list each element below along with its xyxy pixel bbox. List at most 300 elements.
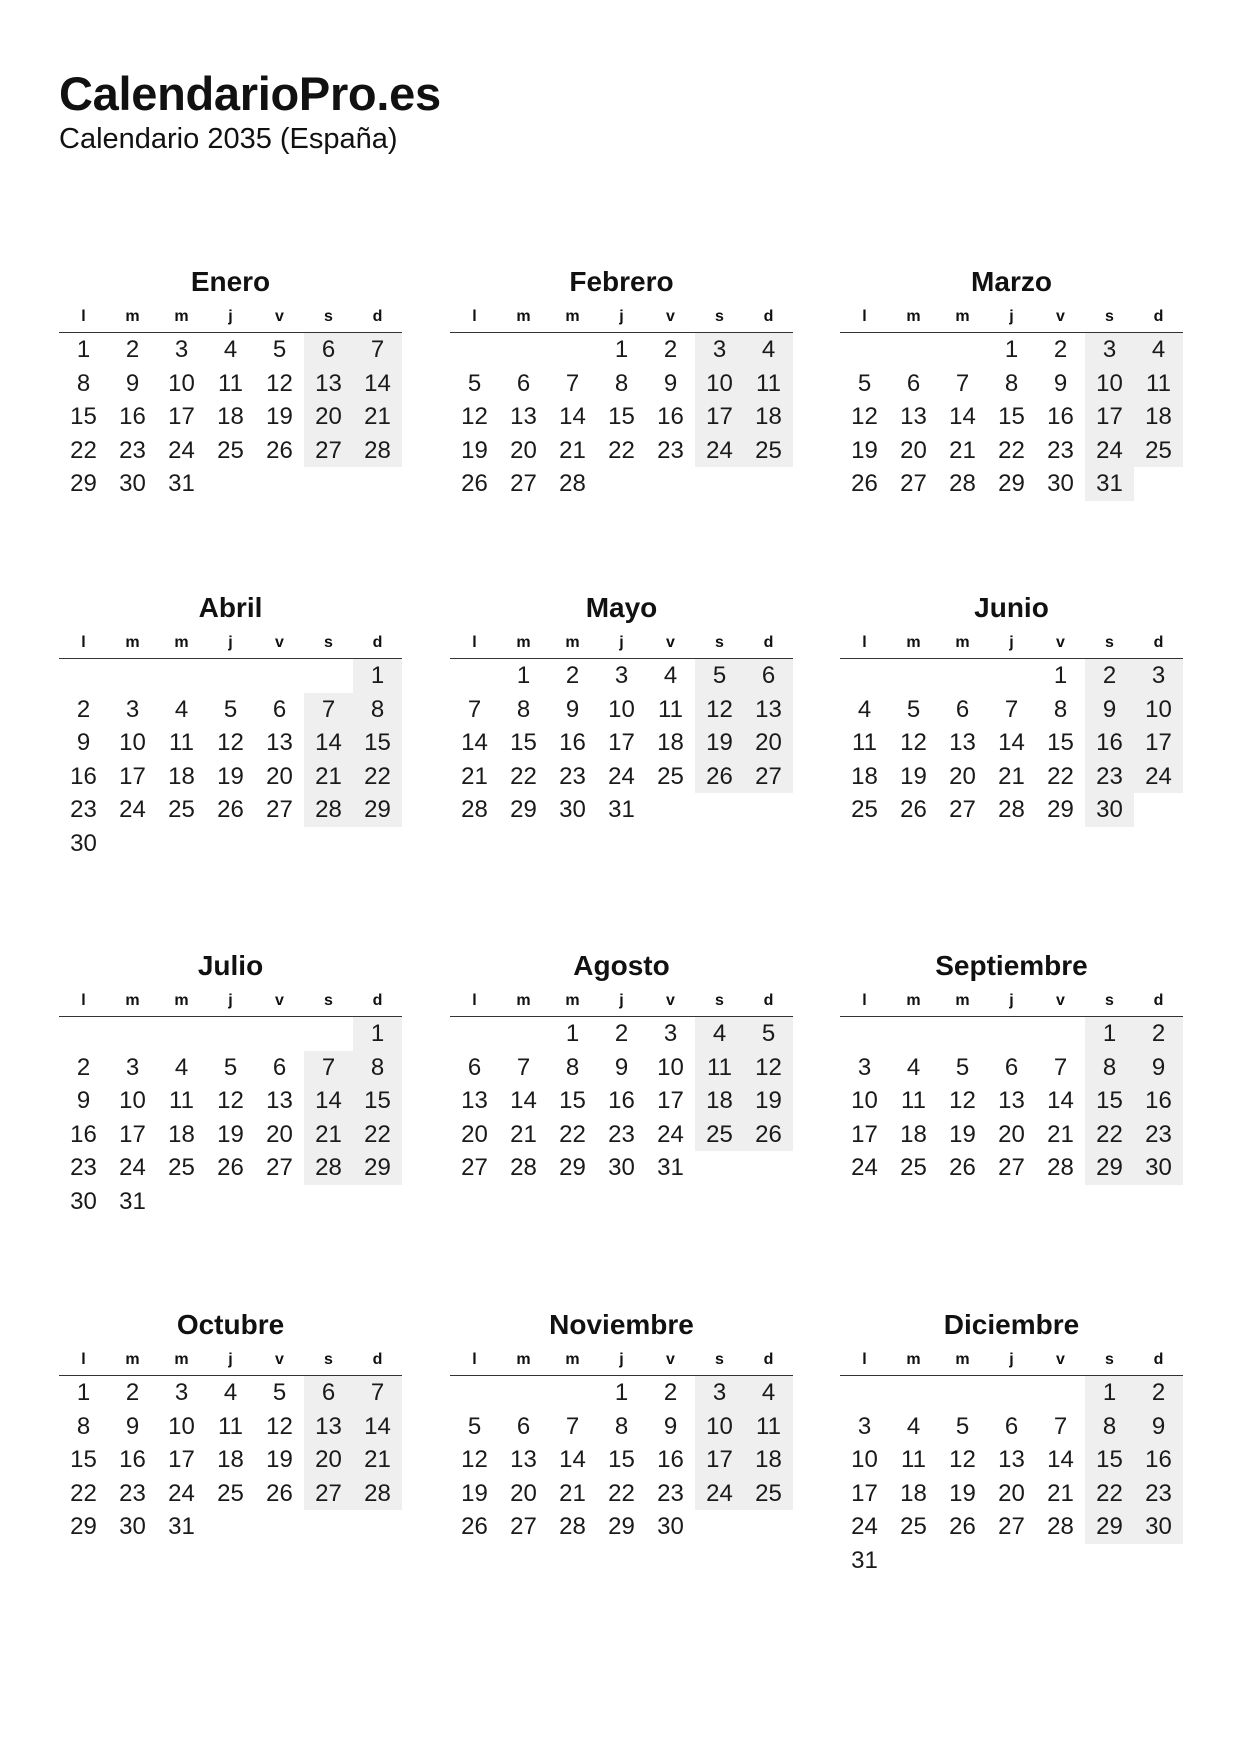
day-cell: 6	[516, 1412, 531, 1440]
empty-cell	[548, 1376, 597, 1410]
day-cell: 23	[70, 1154, 97, 1181]
weekend-day-cell: 21	[353, 1443, 402, 1477]
day-cell: 25	[168, 796, 195, 823]
weekday-label: l	[81, 1351, 86, 1368]
weekday-label: v	[275, 1351, 284, 1368]
day-cell: 22	[608, 436, 635, 464]
day-cell: 9	[1053, 369, 1068, 397]
day-cell: 21	[559, 1479, 586, 1507]
day-cell: 18	[900, 1120, 927, 1148]
weekend-day-cell: 12	[695, 693, 744, 727]
day-cell: 31	[168, 1513, 195, 1540]
day-cell: 26	[217, 796, 244, 823]
day-cell: 22	[1047, 762, 1074, 790]
day-cell: 5	[272, 1379, 287, 1406]
day-cell: 19	[851, 436, 878, 464]
day-cell: 6	[1004, 1412, 1019, 1440]
day-cell: 10	[168, 1412, 195, 1440]
month-julio	[59, 946, 402, 1218]
day-cell: 28	[559, 470, 586, 497]
day-cell: 21	[1047, 1120, 1074, 1148]
weekend-day-cell: 15	[353, 1084, 402, 1118]
weekend-day-cell: 10	[1085, 367, 1134, 401]
day-cell: 16	[657, 403, 684, 430]
day-cell: 25	[900, 1154, 927, 1181]
weekend-day-cell: 30	[1134, 1151, 1183, 1185]
weekday-header	[840, 1345, 1183, 1376]
month-title: Mayo	[585, 592, 658, 623]
month-octubre	[59, 1305, 402, 1544]
day-cell: 13	[998, 1087, 1025, 1114]
weekday-label: d	[1153, 308, 1164, 325]
day-cell: 3	[663, 1020, 678, 1047]
weekday-label: s	[715, 992, 724, 1009]
weekday-label: m	[906, 634, 921, 651]
weekday-label: m	[516, 1351, 531, 1368]
weekend-day-cell: 11	[1134, 367, 1183, 401]
empty-cell	[255, 1017, 304, 1051]
weekend-day-cell: 27	[744, 760, 793, 794]
weekday-label: v	[1056, 992, 1065, 1009]
weekend-day-cell: 7	[304, 693, 353, 727]
weekend-day-cell: 28	[353, 434, 402, 468]
month-title: Agosto	[573, 950, 670, 981]
day-cell: 26	[266, 436, 293, 464]
weekend-day-cell: 11	[695, 1051, 744, 1085]
month-junio	[840, 588, 1183, 827]
day-cell: 13	[266, 729, 293, 756]
empty-cell	[840, 1376, 889, 1410]
weekday-header	[59, 628, 402, 659]
day-cell: 15	[70, 1446, 97, 1473]
day-cell: 13	[266, 1087, 293, 1114]
weekday-label: j	[1009, 1351, 1014, 1368]
day-cell: 8	[516, 695, 531, 723]
day-cell: 10	[119, 729, 146, 756]
day-cell: 3	[174, 1379, 189, 1406]
day-cell: 14	[559, 1446, 586, 1473]
day-cell: 7	[565, 369, 580, 397]
day-cell: 5	[223, 1053, 238, 1081]
weekday-label: m	[906, 1351, 921, 1368]
weekend-day-cell: 21	[304, 1118, 353, 1152]
day-cell: 28	[461, 796, 488, 823]
day-cell: 20	[900, 436, 927, 464]
weekend-day-cell: 3	[695, 333, 744, 367]
empty-cell	[499, 333, 548, 367]
weekday-label: d	[763, 1351, 774, 1368]
day-cell: 27	[998, 1154, 1025, 1181]
weekend-day-cell: 14	[353, 1410, 402, 1444]
day-cell: 18	[217, 1446, 244, 1473]
day-cell: 5	[467, 369, 482, 397]
empty-cell	[840, 659, 889, 693]
day-cell: 24	[168, 436, 195, 464]
day-cell: 4	[174, 1053, 189, 1081]
weekday-label: v	[666, 1351, 675, 1368]
weekend-day-cell: 25	[1134, 434, 1183, 468]
weekday-label: j	[228, 634, 233, 651]
weekday-label: s	[715, 634, 724, 651]
day-cell: 5	[955, 1053, 970, 1081]
weekend-day-cell: 2	[1085, 659, 1134, 693]
empty-cell	[889, 659, 938, 693]
day-cell: 15	[608, 1446, 635, 1473]
month-septiembre	[840, 946, 1183, 1185]
weekday-label: v	[666, 308, 675, 325]
day-cell: 1	[565, 1020, 580, 1047]
day-cell: 26	[266, 1479, 293, 1507]
day-cell: 22	[559, 1120, 586, 1148]
day-cell: 23	[657, 436, 684, 464]
day-cell: 20	[510, 1479, 537, 1507]
empty-cell	[450, 659, 499, 693]
weekend-day-cell: 1	[1085, 1017, 1134, 1051]
month-title: Enero	[190, 266, 271, 297]
day-grid	[840, 333, 1183, 501]
day-cell: 2	[1053, 336, 1068, 363]
day-cell: 23	[1047, 436, 1074, 464]
empty-cell	[206, 1017, 255, 1051]
weekday-label: m	[955, 634, 970, 651]
weekend-day-cell: 1	[353, 1017, 402, 1051]
day-cell: 7	[1053, 1053, 1068, 1081]
weekend-day-cell: 22	[353, 760, 402, 794]
day-cell: 5	[467, 1412, 482, 1440]
day-cell: 5	[272, 336, 287, 363]
day-cell: 13	[510, 403, 537, 430]
day-cell: 14	[559, 403, 586, 430]
weekend-day-cell: 2	[1134, 1376, 1183, 1410]
weekend-day-cell: 21	[353, 400, 402, 434]
day-cell: 16	[1047, 403, 1074, 430]
day-cell: 20	[266, 1120, 293, 1148]
day-cell: 6	[516, 369, 531, 397]
weekday-label: v	[275, 308, 284, 325]
month-title: Septiembre	[935, 950, 1088, 981]
day-cell: 12	[900, 729, 927, 756]
day-cell: 19	[266, 1446, 293, 1473]
weekend-day-cell: 17	[1085, 400, 1134, 434]
weekend-day-cell: 14	[304, 726, 353, 760]
weekday-label: l	[862, 308, 867, 325]
day-cell: 11	[218, 1412, 243, 1440]
empty-cell	[889, 1017, 938, 1051]
weekend-day-cell: 25	[695, 1118, 744, 1152]
weekend-day-cell: 23	[1134, 1118, 1183, 1152]
day-cell: 1	[76, 1379, 91, 1406]
weekday-label: j	[619, 1351, 624, 1368]
weekday-label: s	[1105, 1351, 1114, 1368]
weekday-label: m	[955, 308, 970, 325]
weekday-label: m	[955, 1351, 970, 1368]
day-cell: 8	[614, 369, 629, 397]
day-cell: 16	[70, 1120, 97, 1148]
day-cell: 28	[998, 796, 1025, 823]
weekend-day-cell: 7	[353, 333, 402, 367]
day-cell: 22	[998, 436, 1025, 464]
weekend-day-cell: 24	[1085, 434, 1134, 468]
day-cell: 30	[119, 470, 146, 497]
empty-cell	[938, 333, 987, 367]
weekday-label: m	[906, 308, 921, 325]
weekend-day-cell: 28	[304, 793, 353, 827]
day-cell: 15	[1047, 729, 1074, 756]
weekday-header	[450, 1345, 793, 1376]
weekday-label: m	[174, 992, 189, 1009]
weekend-day-cell: 3	[1134, 659, 1183, 693]
day-grid	[450, 1376, 793, 1544]
day-cell: 6	[1004, 1053, 1019, 1081]
weekday-label: s	[715, 1351, 724, 1368]
weekend-day-cell: 24	[695, 1477, 744, 1511]
month-title: Junio	[974, 592, 1049, 623]
day-cell: 15	[608, 403, 635, 430]
day-cell: 26	[461, 470, 488, 497]
day-cell: 8	[614, 1412, 629, 1440]
day-cell: 20	[949, 762, 976, 790]
weekend-day-cell: 7	[353, 1376, 402, 1410]
day-cell: 25	[168, 1154, 195, 1181]
day-grid	[59, 333, 402, 501]
day-cell: 7	[955, 369, 970, 397]
month-noviembre	[450, 1305, 793, 1544]
day-cell: 28	[1047, 1513, 1074, 1540]
weekend-day-cell: 20	[304, 1443, 353, 1477]
weekend-day-cell: 14	[353, 367, 402, 401]
day-cell: 12	[949, 1446, 976, 1473]
weekend-day-cell: 29	[353, 1151, 402, 1185]
empty-cell	[450, 333, 499, 367]
weekend-day-cell: 9	[1134, 1051, 1183, 1085]
day-cell: 14	[1047, 1087, 1074, 1114]
weekend-day-cell: 18	[1134, 400, 1183, 434]
weekday-label: d	[1153, 634, 1164, 651]
month-enero	[59, 262, 402, 501]
day-cell: 14	[510, 1087, 537, 1114]
day-cell: 6	[272, 695, 287, 723]
weekday-label: m	[516, 308, 531, 325]
day-cell: 12	[851, 403, 878, 430]
day-cell: 29	[1047, 796, 1074, 823]
month-title: Diciembre	[943, 1309, 1080, 1340]
day-cell: 14	[1047, 1446, 1074, 1473]
weekday-label: v	[1056, 308, 1065, 325]
weekend-day-cell: 25	[744, 434, 793, 468]
day-cell: 19	[266, 403, 293, 430]
weekday-label: m	[516, 992, 531, 1009]
weekend-day-cell: 15	[353, 726, 402, 760]
day-cell: 23	[119, 1479, 146, 1507]
day-cell: 17	[168, 403, 195, 430]
weekend-day-cell: 28	[353, 1477, 402, 1511]
day-cell: 16	[657, 1446, 684, 1473]
day-cell: 31	[608, 796, 635, 823]
empty-cell	[889, 1376, 938, 1410]
weekend-day-cell: 10	[695, 1410, 744, 1444]
weekend-day-cell: 22	[1085, 1477, 1134, 1511]
weekday-label: v	[1056, 634, 1065, 651]
day-cell: 16	[119, 403, 146, 430]
empty-cell	[938, 659, 987, 693]
day-cell: 9	[565, 695, 580, 723]
day-cell: 25	[900, 1513, 927, 1540]
day-cell: 14	[949, 403, 976, 430]
day-cell: 30	[1047, 470, 1074, 497]
weekday-label: s	[324, 1351, 333, 1368]
weekday-label: l	[472, 992, 477, 1009]
day-cell: 24	[168, 1479, 195, 1507]
weekend-day-cell: 17	[1134, 726, 1183, 760]
day-cell: 28	[949, 470, 976, 497]
day-cell: 19	[217, 1120, 244, 1148]
weekday-label: l	[472, 308, 477, 325]
empty-cell	[987, 1017, 1036, 1051]
weekday-label: l	[862, 992, 867, 1009]
day-cell: 22	[608, 1479, 635, 1507]
empty-cell	[206, 659, 255, 693]
month-title: Noviembre	[549, 1309, 694, 1340]
weekday-label: m	[565, 634, 580, 651]
weekend-day-cell: 11	[744, 367, 793, 401]
weekend-day-cell: 24	[695, 434, 744, 468]
weekend-day-cell: 13	[304, 367, 353, 401]
day-cell: 26	[461, 1513, 488, 1540]
weekday-label: j	[1009, 992, 1014, 1009]
day-cell: 31	[657, 1154, 684, 1181]
day-grid	[450, 659, 793, 827]
day-cell: 20	[266, 762, 293, 790]
day-cell: 20	[998, 1479, 1025, 1507]
day-cell: 27	[900, 470, 927, 497]
weekend-day-cell: 4	[744, 1376, 793, 1410]
day-cell: 11	[852, 729, 877, 756]
day-cell: 16	[559, 729, 586, 756]
weekday-label: j	[228, 992, 233, 1009]
weekend-day-cell: 10	[695, 367, 744, 401]
day-cell: 1	[614, 336, 629, 363]
weekday-header	[840, 302, 1183, 333]
weekday-label: v	[1056, 1351, 1065, 1368]
empty-cell	[987, 659, 1036, 693]
day-cell: 1	[1053, 662, 1068, 689]
day-cell: 10	[657, 1053, 684, 1081]
day-cell: 1	[516, 662, 531, 689]
day-cell: 24	[608, 762, 635, 790]
day-cell: 10	[608, 695, 635, 723]
day-cell: 4	[174, 695, 189, 723]
day-cell: 8	[565, 1053, 580, 1081]
day-cell: 26	[949, 1154, 976, 1181]
weekend-day-cell: 27	[304, 1477, 353, 1511]
weekend-day-cell: 22	[353, 1118, 402, 1152]
weekday-label: m	[565, 992, 580, 1009]
day-cell: 12	[949, 1087, 976, 1114]
day-cell: 7	[516, 1053, 531, 1081]
weekday-header	[59, 302, 402, 333]
weekend-day-cell: 25	[744, 1477, 793, 1511]
weekend-day-cell: 16	[1085, 726, 1134, 760]
day-cell: 15	[559, 1087, 586, 1114]
day-cell: 5	[906, 695, 921, 723]
weekday-header	[59, 986, 402, 1017]
day-cell: 5	[857, 369, 872, 397]
weekday-label: s	[324, 308, 333, 325]
day-grid	[840, 1017, 1183, 1185]
weekend-day-cell: 8	[353, 1051, 402, 1085]
day-cell: 29	[559, 1154, 586, 1181]
empty-cell	[840, 333, 889, 367]
day-cell: 9	[76, 1087, 91, 1114]
day-cell: 21	[1047, 1479, 1074, 1507]
weekday-label: j	[1009, 634, 1014, 651]
empty-cell	[450, 1017, 499, 1051]
weekday-label: d	[763, 308, 774, 325]
day-cell: 4	[223, 336, 238, 363]
day-cell: 13	[998, 1446, 1025, 1473]
weekend-day-cell: 2	[1134, 1017, 1183, 1051]
empty-cell	[59, 659, 108, 693]
day-cell: 29	[70, 1513, 97, 1540]
day-cell: 17	[851, 1479, 878, 1507]
day-cell: 18	[217, 403, 244, 430]
day-cell: 2	[76, 695, 91, 723]
weekday-header	[840, 986, 1183, 1017]
weekend-day-cell: 22	[1085, 1118, 1134, 1152]
day-cell: 17	[119, 1120, 146, 1148]
day-cell: 27	[998, 1513, 1025, 1540]
day-cell: 15	[998, 403, 1025, 430]
day-cell: 19	[217, 762, 244, 790]
day-cell: 30	[608, 1154, 635, 1181]
day-cell: 4	[906, 1053, 921, 1081]
weekday-label: j	[619, 308, 624, 325]
day-cell: 23	[608, 1120, 635, 1148]
weekday-label: s	[324, 634, 333, 651]
weekday-label: j	[1009, 308, 1014, 325]
day-cell: 23	[559, 762, 586, 790]
weekend-day-cell: 30	[1134, 1510, 1183, 1544]
day-cell: 14	[461, 729, 488, 756]
day-cell: 12	[217, 1087, 244, 1114]
empty-cell	[938, 1017, 987, 1051]
month-abril	[59, 588, 402, 860]
weekday-header	[450, 628, 793, 659]
day-cell: 10	[851, 1087, 878, 1114]
weekend-day-cell: 27	[304, 434, 353, 468]
day-cell: 26	[851, 470, 878, 497]
day-cell: 30	[70, 1187, 97, 1215]
day-cell: 6	[906, 369, 921, 397]
weekday-label: j	[228, 1351, 233, 1368]
weekday-label: d	[372, 992, 383, 1009]
weekend-day-cell: 7	[304, 1051, 353, 1085]
weekend-day-cell: 23	[1085, 760, 1134, 794]
weekend-day-cell: 24	[1134, 760, 1183, 794]
weekend-day-cell: 4	[744, 333, 793, 367]
day-cell: 16	[119, 1446, 146, 1473]
day-cell: 11	[169, 1087, 194, 1114]
weekend-day-cell: 1	[1085, 1376, 1134, 1410]
day-cell: 12	[461, 403, 488, 430]
day-cell: 4	[906, 1412, 921, 1440]
weekend-day-cell: 18	[695, 1084, 744, 1118]
month-title: Julio	[197, 950, 264, 981]
day-cell: 22	[70, 1479, 97, 1507]
empty-cell	[59, 1017, 108, 1051]
weekend-day-cell: 9	[1085, 693, 1134, 727]
weekend-day-cell: 30	[1085, 793, 1134, 827]
